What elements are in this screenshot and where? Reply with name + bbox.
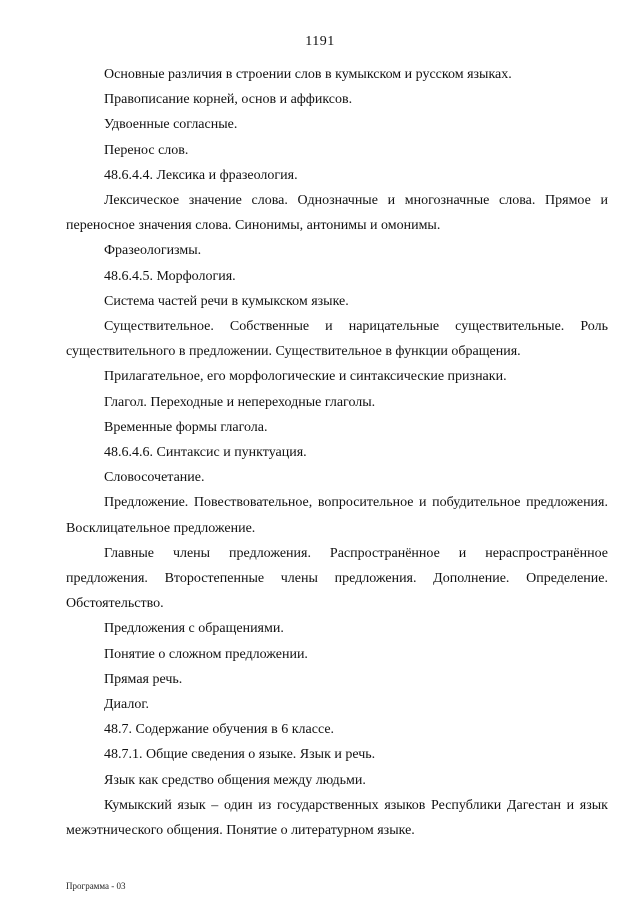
section-heading: 48.6.4.5. Морфология. bbox=[104, 268, 236, 284]
paragraph: Основные различия в строении слов в кумыкском и русском языках. bbox=[104, 67, 512, 82]
paragraph: Лексическое значение слова. Однозначные и многозначные слова. Прямое и переносное значения слова. Синонимы, антонимы и омонимы. bbox=[66, 193, 608, 234]
paragraph: Правописание корней, основ и аффиксов. bbox=[104, 92, 353, 108]
paragraph: Главные члены предложения. Распространённое и нераспространённое предложения. Второстепенные члены предложения. Дополнение. Определение. Обстоятельство. bbox=[66, 545, 608, 612]
paragraph: Язык как средство общения между людьми. bbox=[104, 772, 366, 788]
paragraph: Предложения с обращениями. bbox=[104, 621, 284, 637]
paragraph: Система частей речи в кумыкском языке. bbox=[104, 293, 349, 309]
paragraph: Понятие о сложном предложении. bbox=[104, 646, 308, 662]
section-heading: 48.7.1. Общие сведения о языке. Язык и речь. bbox=[104, 747, 376, 763]
paragraph: Фразеологизмы. bbox=[104, 243, 202, 259]
section-heading: 48.7. Содержание обучения в 6 классе. bbox=[104, 722, 335, 738]
paragraph: Удвоенные согласные. bbox=[104, 117, 238, 133]
paragraph: Перенос слов. bbox=[104, 142, 189, 158]
paragraph: Прямая речь. bbox=[104, 671, 183, 687]
paragraph: Прилагательное, его морфологические и синтаксические признаки. bbox=[104, 369, 507, 385]
section-heading: 48.6.4.6. Синтаксис и пунктуация. bbox=[104, 445, 307, 461]
paragraph: Предложение. Повествовательное, вопросительное и побудительное предложения. Восклицательное предложение. bbox=[66, 495, 608, 536]
paragraph: Словосочетание. bbox=[104, 470, 205, 486]
paragraph: Диалог. bbox=[104, 697, 150, 713]
paragraph: Кумыкский язык – один из государственных языков Республики Дагестан и язык межэтнического общения. Понятие о литературном языке. bbox=[66, 797, 608, 839]
paragraph: Временные формы глагола. bbox=[104, 419, 268, 435]
section-heading: 48.6.4.4. Лексика и фразеология. bbox=[104, 167, 298, 183]
document-body bbox=[66, 62, 608, 843]
page-number: 1191 bbox=[305, 34, 335, 49]
paragraph: Глагол. Переходные и непереходные глаголы. bbox=[104, 394, 376, 410]
footer-label: Программа - 03 bbox=[66, 881, 126, 891]
paragraph: Существительное. Собственные и нарицательные существительные. Роль существительного в предложении. Существительное в функции обращения. bbox=[66, 319, 608, 360]
